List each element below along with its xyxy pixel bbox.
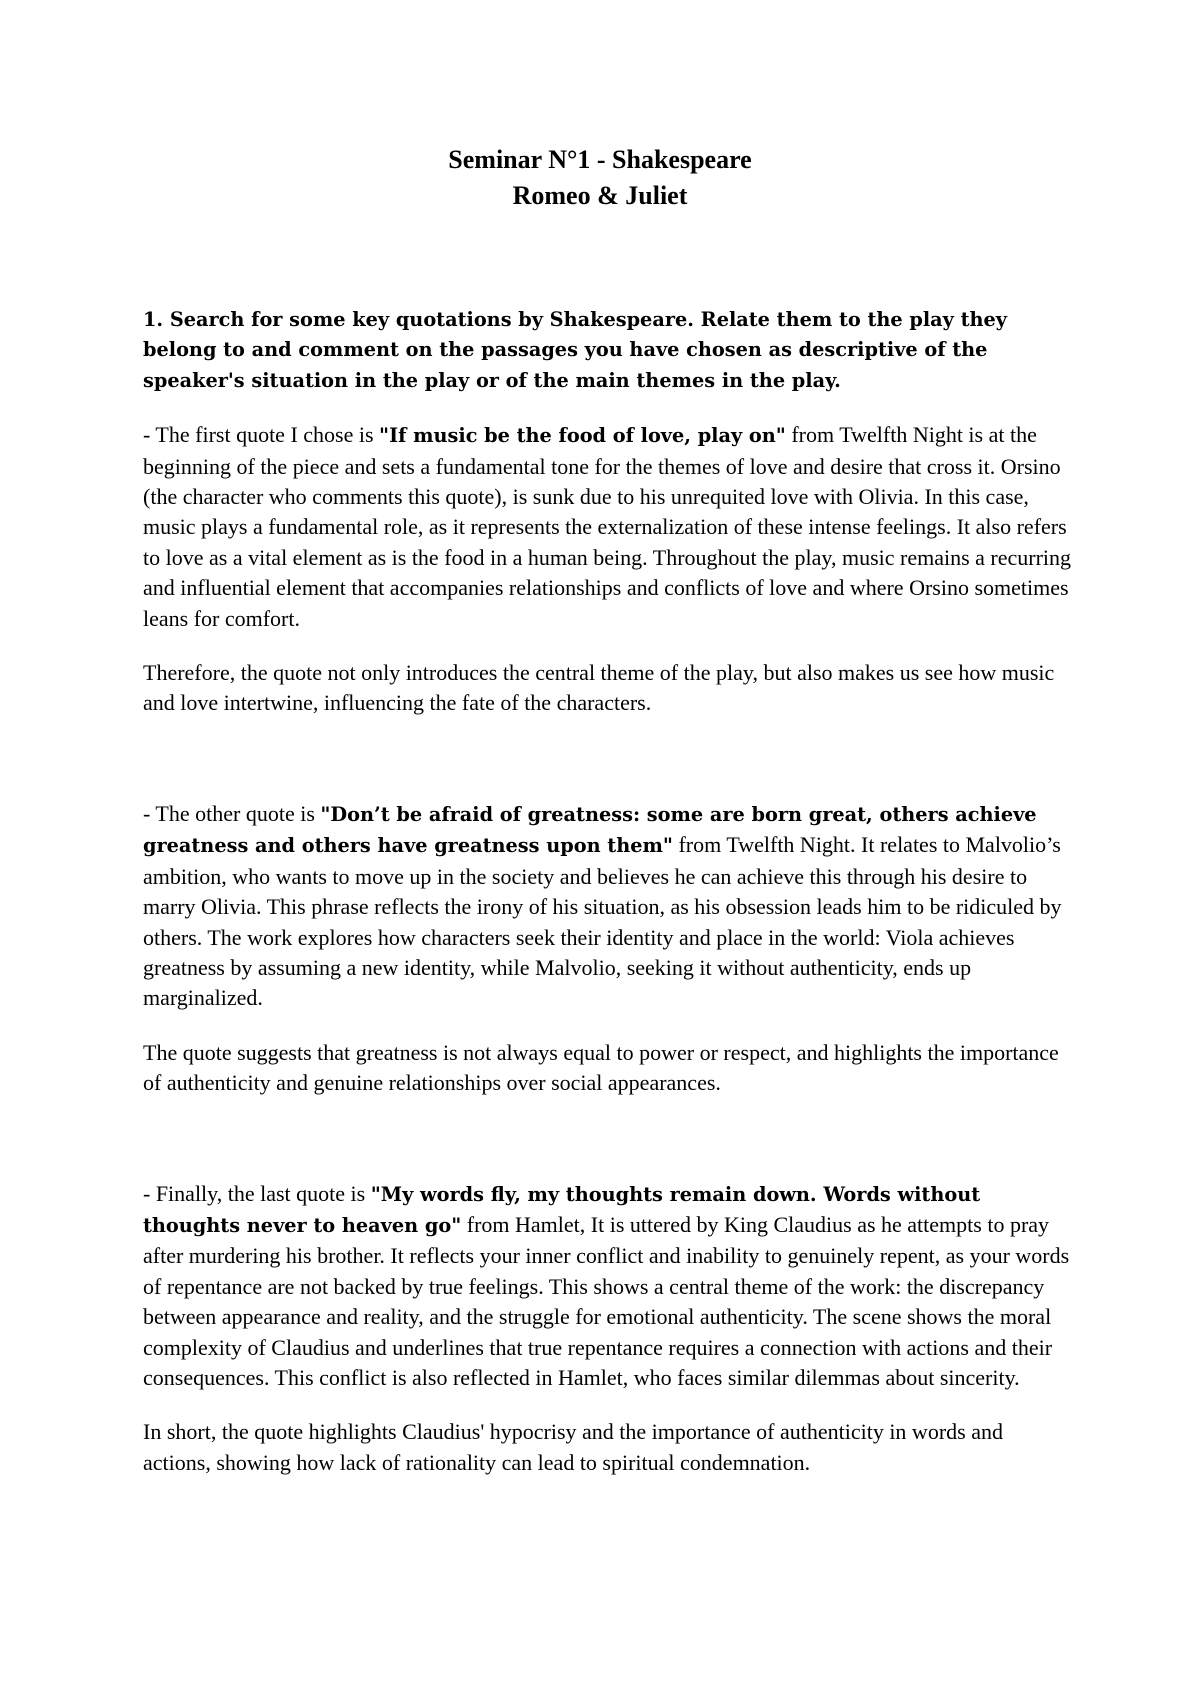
quote2-text: "Don’t be afraid of greatness: some are born great, others achieve greatness and others have greatness upon them" <box>143 802 1037 858</box>
document-body <box>143 305 1073 1478</box>
quote1-intro: - The first quote I chose is <box>143 422 380 448</box>
quote3-text: "My words fly, my thoughts remain down. Words without thoughts never to heaven go" <box>143 1182 981 1237</box>
quote2-intro: - The other quote is <box>143 800 321 826</box>
page-title: Seminar N°1 - Shakespeare <box>448 145 752 174</box>
quote3-paragraph <box>143 1179 1073 1394</box>
quote3-conclusion: In short, the quote highlights Claudius' hypocrisy and the importance of authenticity in words and actions, showing how lack of rationality can lead to spiritual condemnation. <box>143 1419 1003 1475</box>
question-prompt: 1. Search for some key quotations by Shakespeare. Relate them to the play they belong to and comment on the passages you have chosen as descriptive of the speaker's situation in the play or of the main themes in the play. <box>143 308 1007 392</box>
quote2-conclusion: The quote suggests that greatness is not always equal to power or respect, and highlights the importance of authenticity and genuine relationships over social appearances. <box>143 1039 1059 1096</box>
quote2-body: from Twelfth Night. It relates to Malvolio’s ambition, who wants to move up in the society and believes he can achieve this through his desire to marry Olivia. This phrase reflects the irony of his situation, as his obsession leads him to be ridiculed by others. The work explores how characters seek their identity and place in the world: Viola achieves greatness by assuming a new identity, while Malvolio, seeking it without authenticity, ends up marginalized. <box>143 832 1062 1011</box>
quote1-paragraph <box>143 420 1073 634</box>
quote1-text: "If music be the food of love, play on" <box>379 424 786 448</box>
quote1-body: from Twelfth Night is at the beginning of the piece and sets a fundamental tone for the themes of love and desire that cross it. Orsino (the character who comments this quote), is sunk due to his unrequited love with Olivia. In this case, music plays a fundamental role, as it represents the externalization of these intense feelings. It also refers to love as a vital element as is the food in a human being. Throughout the play, music remains a recurring and influential element that accompanies relationships and conflicts of love and where Orsino sometimes leans for comfort. <box>143 422 1072 631</box>
title-block <box>0 142 1200 214</box>
quote1-conclusion: Therefore, the quote not only introduces the central theme of the play, but also makes us see how music and love intertwine, influencing the fate of the characters. <box>143 660 1055 716</box>
quote2-paragraph <box>143 799 1073 1014</box>
quote3-intro: - Finally, the last quote is <box>143 1180 371 1206</box>
quote3-body: from Hamlet, It is uttered by King Claudius as he attempts to pray after murdering his brother. It reflects your inner conflict and inability to genuinely repent, as your words of repentance are not backed by true feelings. This shows a central theme of the work: the discrepancy between appearance and reality, and the struggle for emotional authenticity. The scene shows the moral complexity of Claudius and underlines that true repentance requires a connection with actions and their consequences. This conflict is also reflected in Hamlet, who faces similar dilemmas about sincerity. <box>143 1211 1070 1390</box>
page-subtitle: Romeo & Juliet <box>512 181 688 210</box>
